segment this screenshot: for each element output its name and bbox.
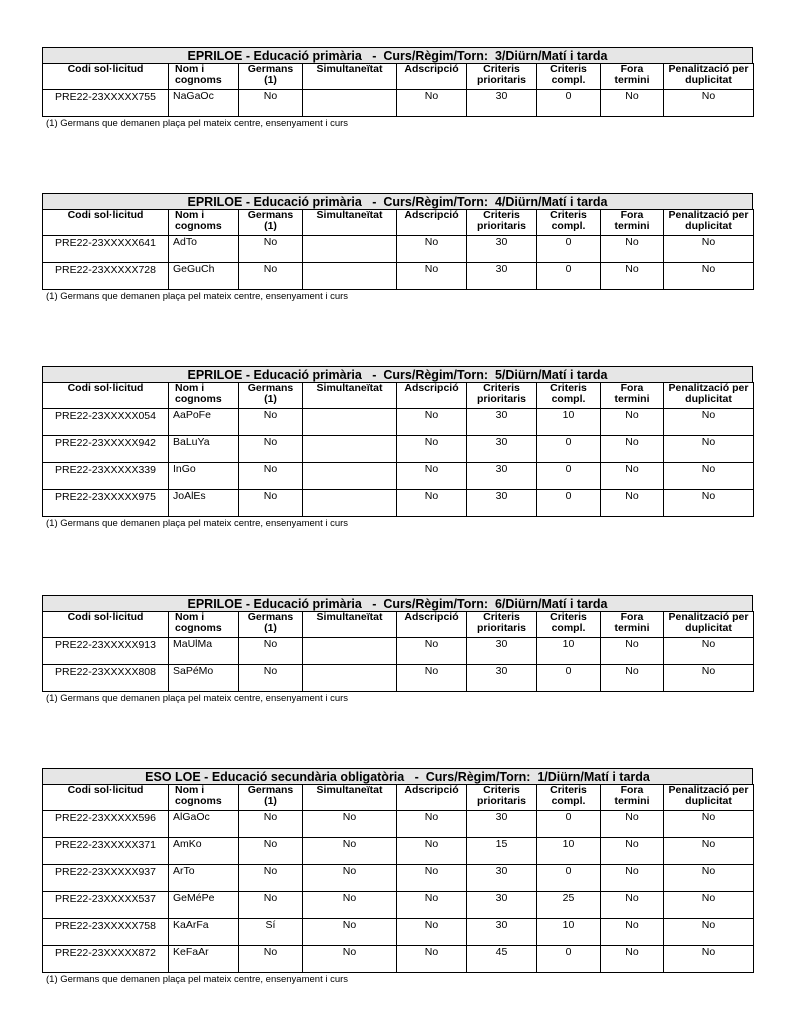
- header-penalitzacio: Penalització per duplicitat: [664, 612, 754, 638]
- cell-germans: Sí: [239, 919, 303, 946]
- cell-criteris-prioritaris: 15: [467, 838, 537, 865]
- cell-nom: AmKo: [169, 838, 239, 865]
- cell-penalitzacio: No: [664, 263, 754, 290]
- cell-criteris-compl: 0: [537, 90, 601, 117]
- cell-criteris-compl: 0: [537, 263, 601, 290]
- cell-adscripcio: No: [397, 436, 467, 463]
- cell-fora-termini: No: [601, 409, 664, 436]
- cell-criteris-compl: 0: [537, 665, 601, 692]
- cell-fora-termini: No: [601, 463, 664, 490]
- table-row: [43, 946, 754, 973]
- header-row: [43, 612, 754, 638]
- footnote: (1) Germans que demanen plaça pel mateix centre, ensenyament i curs: [46, 693, 349, 704]
- cell-criteris-compl: 0: [537, 463, 601, 490]
- header-simultaneitat: Simultaneïtat: [303, 785, 397, 811]
- cell-nom: MaUlMa: [169, 638, 239, 665]
- cell-germans: No: [239, 436, 303, 463]
- cell-penalitzacio: No: [664, 490, 754, 517]
- header-penalitzacio: Penalització per duplicitat: [664, 383, 754, 409]
- footnote: (1) Germans que demanen plaça pel mateix centre, ensenyament i curs: [46, 291, 349, 302]
- cell-fora-termini: No: [601, 946, 664, 973]
- cell-criteris-compl: 0: [537, 436, 601, 463]
- cell-adscripcio: No: [397, 946, 467, 973]
- cell-criteris-compl: 0: [537, 865, 601, 892]
- header-fora-termini: Fora termini: [601, 210, 664, 236]
- cell-germans: No: [239, 236, 303, 263]
- header-criteris-compl: Criteris compl.: [537, 64, 601, 90]
- header-criteris-compl: Criteris compl.: [537, 785, 601, 811]
- table-row: [43, 811, 754, 838]
- cell-simultaneitat: [303, 490, 397, 517]
- cell-adscripcio: No: [397, 409, 467, 436]
- cell-criteris-compl: 10: [537, 919, 601, 946]
- table-row: [43, 838, 754, 865]
- cell-germans: No: [239, 892, 303, 919]
- cell-fora-termini: No: [601, 838, 664, 865]
- cell-codi: PRE22-23XXXXX641: [43, 236, 169, 263]
- cell-simultaneitat: [303, 665, 397, 692]
- cell-criteris-prioritaris: 30: [467, 892, 537, 919]
- cell-codi: PRE22-23XXXXX339: [43, 463, 169, 490]
- cell-codi: PRE22-23XXXXX537: [43, 892, 169, 919]
- header-criteris-compl: Criteris compl.: [537, 210, 601, 236]
- header-adscripcio: Adscripció: [397, 383, 467, 409]
- allocation-section: [42, 47, 753, 129]
- cell-adscripcio: No: [397, 665, 467, 692]
- header-row: [43, 785, 754, 811]
- cell-germans: No: [239, 665, 303, 692]
- cell-codi: PRE22-23XXXXX758: [43, 919, 169, 946]
- cell-fora-termini: No: [601, 638, 664, 665]
- header-penalitzacio: Penalització per duplicitat: [664, 64, 754, 90]
- cell-penalitzacio: No: [664, 811, 754, 838]
- cell-germans: No: [239, 838, 303, 865]
- header-criteris-prioritaris: Criteris prioritaris: [467, 383, 537, 409]
- cell-penalitzacio: No: [664, 638, 754, 665]
- cell-germans: No: [239, 865, 303, 892]
- cell-penalitzacio: No: [664, 409, 754, 436]
- cell-germans: No: [239, 463, 303, 490]
- cell-germans: No: [239, 263, 303, 290]
- header-row: [43, 383, 754, 409]
- cell-nom: KaArFa: [169, 919, 239, 946]
- header-codi: Codi sol·licitud: [43, 612, 169, 638]
- cell-criteris-compl: 10: [537, 409, 601, 436]
- header-germans: Germans (1): [239, 785, 303, 811]
- cell-criteris-compl: 10: [537, 838, 601, 865]
- cell-penalitzacio: No: [664, 919, 754, 946]
- cell-germans: No: [239, 638, 303, 665]
- table-row: [43, 236, 754, 263]
- cell-adscripcio: No: [397, 236, 467, 263]
- header-fora-termini: Fora termini: [601, 64, 664, 90]
- header-row: [43, 210, 754, 236]
- allocation-section: [42, 595, 753, 704]
- header-codi: Codi sol·licitud: [43, 785, 169, 811]
- header-criteris-prioritaris: Criteris prioritaris: [467, 785, 537, 811]
- cell-fora-termini: No: [601, 811, 664, 838]
- cell-simultaneitat: [303, 463, 397, 490]
- table-row: [43, 638, 754, 665]
- table-row: [43, 463, 754, 490]
- header-criteris-compl: Criteris compl.: [537, 383, 601, 409]
- cell-adscripcio: No: [397, 463, 467, 490]
- cell-germans: No: [239, 490, 303, 517]
- cell-criteris-compl: 0: [537, 236, 601, 263]
- cell-nom: JoAlEs: [169, 490, 239, 517]
- cell-criteris-compl: 0: [537, 946, 601, 973]
- header-fora-termini: Fora termini: [601, 612, 664, 638]
- cell-simultaneitat: [303, 409, 397, 436]
- cell-codi: PRE22-23XXXXX913: [43, 638, 169, 665]
- cell-criteris-prioritaris: 30: [467, 436, 537, 463]
- cell-penalitzacio: No: [664, 90, 754, 117]
- cell-adscripcio: No: [397, 638, 467, 665]
- header-criteris-prioritaris: Criteris prioritaris: [467, 612, 537, 638]
- cell-criteris-compl: 0: [537, 811, 601, 838]
- header-simultaneitat: Simultaneïtat: [303, 383, 397, 409]
- header-penalitzacio: Penalització per duplicitat: [664, 210, 754, 236]
- cell-codi: PRE22-23XXXXX371: [43, 838, 169, 865]
- header-adscripcio: Adscripció: [397, 785, 467, 811]
- footnote: (1) Germans que demanen plaça pel mateix centre, ensenyament i curs: [46, 974, 349, 985]
- footnote: (1) Germans que demanen plaça pel mateix centre, ensenyament i curs: [46, 118, 349, 129]
- cell-adscripcio: No: [397, 263, 467, 290]
- cell-nom: NaGaOc: [169, 90, 239, 117]
- cell-penalitzacio: No: [664, 946, 754, 973]
- table-row: [43, 409, 754, 436]
- header-criteris-compl: Criteris compl.: [537, 612, 601, 638]
- cell-codi: PRE22-23XXXXX054: [43, 409, 169, 436]
- table-row: [43, 865, 754, 892]
- cell-fora-termini: No: [601, 490, 664, 517]
- cell-criteris-prioritaris: 30: [467, 409, 537, 436]
- cell-codi: PRE22-23XXXXX937: [43, 865, 169, 892]
- cell-nom: AlGaOc: [169, 811, 239, 838]
- cell-simultaneitat: [303, 236, 397, 263]
- cell-simultaneitat: [303, 263, 397, 290]
- cell-penalitzacio: No: [664, 838, 754, 865]
- cell-nom: GeGuCh: [169, 263, 239, 290]
- cell-criteris-prioritaris: 30: [467, 236, 537, 263]
- cell-fora-termini: No: [601, 865, 664, 892]
- cell-criteris-prioritaris: 30: [467, 490, 537, 517]
- header-adscripcio: Adscripció: [397, 64, 467, 90]
- header-fora-termini: Fora termini: [601, 785, 664, 811]
- cell-fora-termini: No: [601, 263, 664, 290]
- header-germans: Germans (1): [239, 383, 303, 409]
- cell-fora-termini: No: [601, 919, 664, 946]
- cell-criteris-prioritaris: 30: [467, 665, 537, 692]
- cell-fora-termini: No: [601, 665, 664, 692]
- header-nom: Nom i cognoms: [169, 64, 239, 90]
- cell-nom: GeMéPe: [169, 892, 239, 919]
- cell-simultaneitat: No: [303, 838, 397, 865]
- cell-simultaneitat: No: [303, 865, 397, 892]
- header-row: [43, 64, 754, 90]
- allocation-section: [42, 768, 753, 985]
- cell-penalitzacio: No: [664, 892, 754, 919]
- cell-codi: PRE22-23XXXXX755: [43, 90, 169, 117]
- cell-nom: InGo: [169, 463, 239, 490]
- table-row: [43, 919, 754, 946]
- applications-table: [42, 63, 754, 117]
- cell-adscripcio: No: [397, 865, 467, 892]
- table-row: [43, 892, 754, 919]
- allocation-section: [42, 193, 753, 302]
- cell-adscripcio: No: [397, 892, 467, 919]
- header-codi: Codi sol·licitud: [43, 210, 169, 236]
- cell-simultaneitat: No: [303, 946, 397, 973]
- section-title: ESO LOE - Educació secundària obligatòria - Curs/Règim/Torn: 1/Diürn/Matí i tarda: [42, 768, 753, 784]
- cell-codi: PRE22-23XXXXX942: [43, 436, 169, 463]
- cell-simultaneitat: [303, 90, 397, 117]
- header-adscripcio: Adscripció: [397, 612, 467, 638]
- header-codi: Codi sol·licitud: [43, 64, 169, 90]
- section-title: EPRILOE - Educació primària - Curs/Règim/Torn: 5/Diürn/Matí i tarda: [42, 366, 753, 382]
- cell-fora-termini: No: [601, 436, 664, 463]
- table-row: [43, 665, 754, 692]
- header-criteris-prioritaris: Criteris prioritaris: [467, 64, 537, 90]
- header-germans: Germans (1): [239, 64, 303, 90]
- cell-simultaneitat: [303, 436, 397, 463]
- applications-table: [42, 784, 754, 973]
- cell-germans: No: [239, 811, 303, 838]
- cell-criteris-compl: 10: [537, 638, 601, 665]
- cell-penalitzacio: No: [664, 236, 754, 263]
- header-fora-termini: Fora termini: [601, 383, 664, 409]
- cell-germans: No: [239, 409, 303, 436]
- section-title: EPRILOE - Educació primària - Curs/Règim/Torn: 6/Diürn/Matí i tarda: [42, 595, 753, 611]
- table-row: [43, 490, 754, 517]
- applications-table: [42, 611, 754, 692]
- header-criteris-prioritaris: Criteris prioritaris: [467, 210, 537, 236]
- cell-criteris-compl: 25: [537, 892, 601, 919]
- cell-penalitzacio: No: [664, 665, 754, 692]
- header-codi: Codi sol·licitud: [43, 383, 169, 409]
- cell-codi: PRE22-23XXXXX808: [43, 665, 169, 692]
- cell-simultaneitat: No: [303, 892, 397, 919]
- cell-criteris-prioritaris: 30: [467, 811, 537, 838]
- header-simultaneitat: Simultaneïtat: [303, 64, 397, 90]
- cell-penalitzacio: No: [664, 463, 754, 490]
- cell-fora-termini: No: [601, 236, 664, 263]
- cell-adscripcio: No: [397, 90, 467, 117]
- header-simultaneitat: Simultaneïtat: [303, 210, 397, 236]
- header-nom: Nom i cognoms: [169, 383, 239, 409]
- cell-criteris-prioritaris: 30: [467, 919, 537, 946]
- cell-adscripcio: No: [397, 811, 467, 838]
- section-title: EPRILOE - Educació primària - Curs/Règim/Torn: 4/Diürn/Matí i tarda: [42, 193, 753, 209]
- cell-nom: SaPéMo: [169, 665, 239, 692]
- cell-criteris-prioritaris: 30: [467, 638, 537, 665]
- cell-codi: PRE22-23XXXXX728: [43, 263, 169, 290]
- cell-nom: ArTo: [169, 865, 239, 892]
- allocation-section: [42, 366, 753, 529]
- header-germans: Germans (1): [239, 210, 303, 236]
- section-title: EPRILOE - Educació primària - Curs/Règim/Torn: 3/Diürn/Matí i tarda: [42, 47, 753, 63]
- cell-adscripcio: No: [397, 490, 467, 517]
- cell-adscripcio: No: [397, 838, 467, 865]
- applications-table: [42, 209, 754, 290]
- cell-criteris-prioritaris: 45: [467, 946, 537, 973]
- header-simultaneitat: Simultaneïtat: [303, 612, 397, 638]
- cell-codi: PRE22-23XXXXX872: [43, 946, 169, 973]
- cell-codi: PRE22-23XXXXX596: [43, 811, 169, 838]
- cell-simultaneitat: [303, 638, 397, 665]
- cell-nom: AaPoFe: [169, 409, 239, 436]
- cell-germans: No: [239, 90, 303, 117]
- footnote: (1) Germans que demanen plaça pel mateix centre, ensenyament i curs: [46, 518, 349, 529]
- cell-nom: BaLuYa: [169, 436, 239, 463]
- cell-criteris-prioritaris: 30: [467, 865, 537, 892]
- cell-codi: PRE22-23XXXXX975: [43, 490, 169, 517]
- cell-fora-termini: No: [601, 90, 664, 117]
- header-nom: Nom i cognoms: [169, 612, 239, 638]
- cell-criteris-prioritaris: 30: [467, 463, 537, 490]
- cell-criteris-compl: 0: [537, 490, 601, 517]
- cell-fora-termini: No: [601, 892, 664, 919]
- header-germans: Germans (1): [239, 612, 303, 638]
- applications-table: [42, 382, 754, 517]
- cell-penalitzacio: No: [664, 436, 754, 463]
- table-row: [43, 90, 754, 117]
- header-adscripcio: Adscripció: [397, 210, 467, 236]
- cell-penalitzacio: No: [664, 865, 754, 892]
- cell-simultaneitat: No: [303, 919, 397, 946]
- cell-nom: KeFaAr: [169, 946, 239, 973]
- cell-criteris-prioritaris: 30: [467, 263, 537, 290]
- header-nom: Nom i cognoms: [169, 210, 239, 236]
- table-row: [43, 263, 754, 290]
- header-nom: Nom i cognoms: [169, 785, 239, 811]
- cell-criteris-prioritaris: 30: [467, 90, 537, 117]
- cell-nom: AdTo: [169, 236, 239, 263]
- header-penalitzacio: Penalització per duplicitat: [664, 785, 754, 811]
- cell-germans: No: [239, 946, 303, 973]
- cell-adscripcio: No: [397, 919, 467, 946]
- cell-simultaneitat: No: [303, 811, 397, 838]
- table-row: [43, 436, 754, 463]
